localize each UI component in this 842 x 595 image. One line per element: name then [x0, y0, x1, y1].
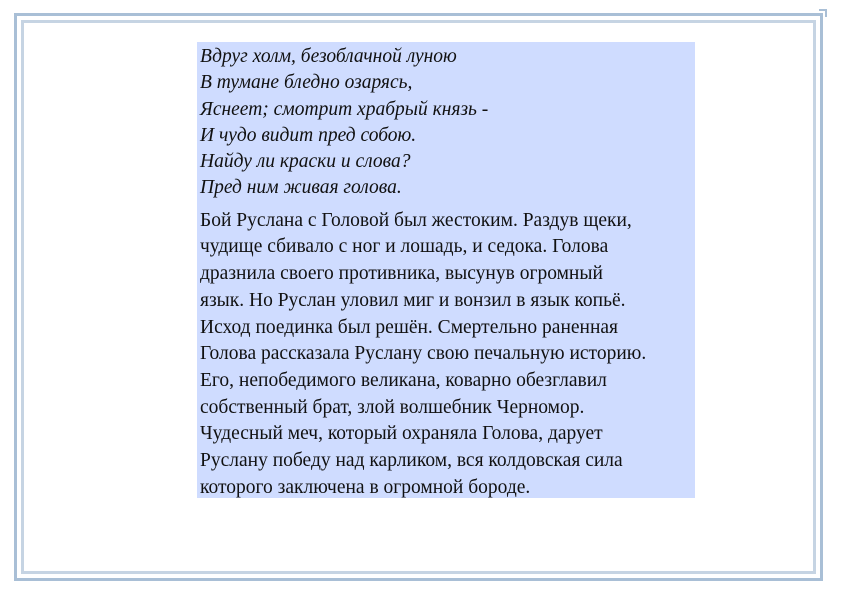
prose-line: Голова рассказала Руслану свою печальную историю.	[200, 343, 647, 365]
prose-line: Бой Руслана с Головой был жестоким. Раздув щеки,	[200, 209, 632, 231]
poem-line: Пред ним живая голова.	[200, 177, 402, 199]
prose-line: собственный брат, злой волшебник Черномор.	[200, 396, 585, 418]
prose-line: дразнила своего противника, высунув огромный	[200, 263, 603, 285]
text-box	[197, 42, 695, 498]
poem-excerpt	[200, 42, 695, 202]
prose-line: чудище сбивало с ног и лошадь, и седока. Голова	[200, 236, 609, 258]
prose-line: которого заключена в огромной бороде.	[200, 476, 531, 498]
prose-paragraph	[200, 202, 695, 502]
prose-line: Руслану победу над карликом, вся колдовская сила	[200, 450, 623, 472]
poem-line: Яснеет; смотрит храбрый князь -	[200, 98, 489, 120]
poem-line: В тумане бледно озарясь,	[200, 72, 413, 94]
poem-line: Вдруг холм, безоблачной луною	[200, 46, 457, 67]
poem-line: И чудо видит пред собою.	[200, 124, 417, 146]
prose-line: Его, непобедимого великана, коварно обезглавил	[200, 370, 607, 391]
prose-line: Исход поединка был решён. Смертельно раненная	[200, 316, 619, 338]
frame-corner-ornament	[819, 9, 827, 17]
prose-line: язык. Но Руслан уловил миг и вонзил в язык копьё.	[200, 289, 626, 311]
poem-line: Найду ли краски и слова?	[200, 151, 411, 173]
prose-line: Чудесный меч, который охраняла Голова, дарует	[200, 423, 603, 445]
